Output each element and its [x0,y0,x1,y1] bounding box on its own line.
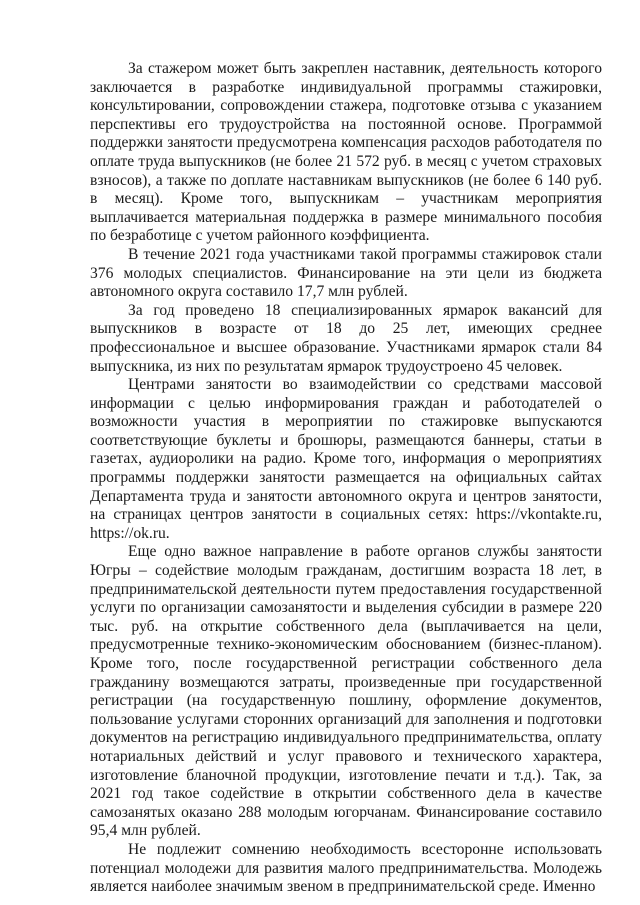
paragraph-mentor-support: За стажером может быть закреплен наставник, деятельность которого заключается в разработке индивидуальной программы стажировки, консультировании, сопровождении стажера, подготовке отзыва с указанием перспективы его трудоустройства на постоянной основе. Программой поддержки занятости предусмотрена компенсация расходов работодателя по оплате труда выпускников (не более 21 572 руб. в месяц с учетом страховых взносов), а также по доплате наставникам выпускников (не более 6 140 руб. в месяц). Кроме того, выпускникам – участникам мероприятия выплачивается материальная поддержка в размере минимального пособия по безработице с учетом районного коэффициента. [90,60,602,245]
document-page [90,60,602,897]
paragraph-media-information: Центрами занятости во взаимодействии со средствами массовой информации с целью информирования граждан и работодателей о возможности участия в мероприятии по стажировке выпускаются соответствующие буклеты и брошюры, размещаются баннеры, статьи в газетах, аудиоролики на радио. Кроме того, информация о мероприятиях программы поддержки занятости размещается на официальных сайтах Департамента труда и занятости автономного округа и центров занятости, на страницах центров занятости в социальных сетях: https://vkontakte.ru, https://ok.ru. [90,376,602,542]
paragraph-self-employment: Еще одно важное направление в работе органов службы занятости Югры – содействие молодым гражданам, достигшим возраста 18 лет, в предпринимательской деятельности путем предоставления государственной услуги по организации самозанятости и выделения субсидии в размере 220 тыс. руб. на открытие собственного дела (выплачивается на цели, предусмотренные технико-экономическим обоснованием (бизнес-планом). Кроме того, после государственной регистрации собственного дела гражданину возмещаются затраты, произведенные при государственной регистрации (на государственную пошлину, оформление документов, пользование услугами сторонних организаций для заполнения и подготовки документов на регистрацию индивидуального предпринимательства, оплату нотариальных действий и услуг правового и технического характера, изготовление бланочной продукции, изготовление печати и т.д.). Так, за 2021 год такое содействие в открытии собственного дела в качестве самозанятых оказано 288 молодым югорчанам. Финансирование составило 95,4 млн рублей. [90,543,602,840]
paragraph-job-fairs: За год проведено 18 специализированных ярмарок вакансий для выпускников в возрасте от 18 до 25 лет, имеющих среднее профессиональное и высшее образование. Участниками ярмарок стали 84 выпускника, из них по результатам ярмарок трудоустроено 45 человек. [90,301,602,375]
paragraph-internship-2021: В течение 2021 года участниками такой программы стажировок стали 376 молодых специалистов. Финансирование на эти цели из бюджета автономного округа составило 17,7 млн рублей. [90,245,602,301]
paragraph-youth-potential: Не подлежит сомнению необходимость всесторонне использовать потенциал молодежи для развития малого предпринимательства. Молодежь является наиболее значимым звеном в предпринимательской среде. Именно [90,840,602,896]
